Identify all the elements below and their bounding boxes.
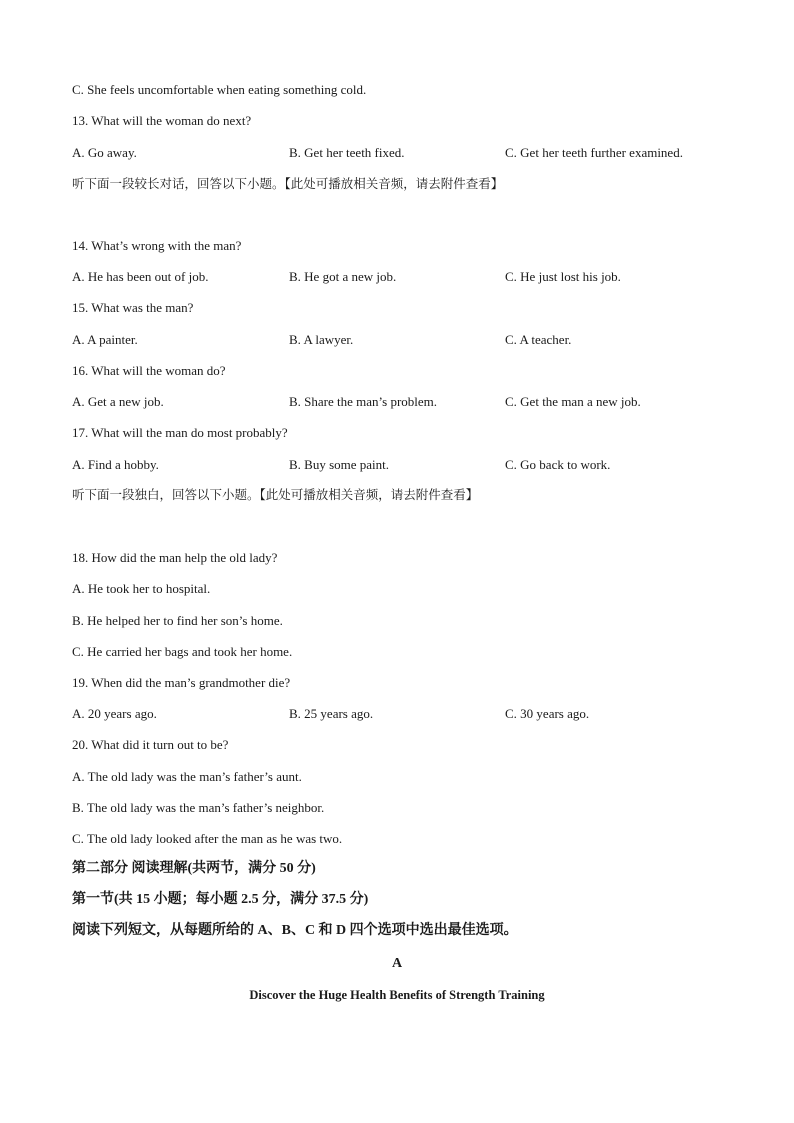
passage-title: Discover the Huge Health Benefits of Strength Training — [249, 988, 545, 1002]
q19-question: 19. When did the man’s grandmother die? — [72, 675, 291, 690]
reading-instruction: 阅读下列短文，从每题所给的 A、B、C 和 D 四个选项中选出最佳选项。 — [72, 923, 518, 938]
q16-option-a: A. Get a new job. — [72, 394, 164, 409]
q19-option-b: B. 25 years ago. — [289, 706, 374, 721]
q18-option-c: C. He carried her bags and took her home. — [72, 644, 293, 659]
q13-option-c: C. Get her teeth further examined. — [505, 145, 683, 160]
q20-question: 20. What did it turn out to be? — [72, 737, 229, 752]
q20-option-c: C. The old lady looked after the man as he was two. — [72, 831, 343, 846]
q19-option-c: C. 30 years ago. — [505, 706, 590, 721]
q16-option-c: C. Get the man a new job. — [505, 394, 641, 409]
q15-question: 15. What was the man? — [72, 300, 194, 315]
q15-option-c: C. A teacher. — [505, 332, 572, 347]
q17-option-b: B. Buy some paint. — [289, 457, 390, 472]
q20-option-a: A. The old lady was the man’s father’s aunt. — [72, 769, 302, 784]
q15-option-b: B. A lawyer. — [289, 332, 354, 347]
q17-option-a: A. Find a hobby. — [72, 457, 159, 472]
q16-option-b: B. Share the man’s problem. — [289, 394, 438, 409]
q17-question: 17. What will the man do most probably? — [72, 425, 288, 440]
listening-instruction-monologue: 听下面一段独白，回答以下小题。【此处可播放相关音频，请去附件查看】 — [72, 487, 479, 502]
q13-option-b: B. Get her teeth fixed. — [289, 145, 405, 160]
q20-option-b: B. The old lady was the man’s father’s neighbor. — [72, 800, 325, 815]
q12-option-c: C. She feels uncomfortable when eating something cold. — [72, 82, 367, 97]
listening-instruction-dialogue: 听下面一段较长对话，回答以下小题。【此处可播放相关音频，请去附件查看】 — [72, 176, 504, 191]
part-two-heading: 第二部分 阅读理解(共两节，满分 50 分) — [72, 861, 316, 876]
q13-option-a: A. Go away. — [72, 145, 137, 160]
passage-letter: A — [391, 956, 403, 971]
q14-option-b: B. He got a new job. — [289, 269, 397, 284]
q14-question: 14. What’s wrong with the man? — [72, 238, 242, 253]
q13-question: 13. What will the woman do next? — [72, 113, 252, 128]
q15-option-a: A. A painter. — [72, 332, 138, 347]
q19-option-a: A. 20 years ago. — [72, 706, 157, 721]
q18-question: 18. How did the man help the old lady? — [72, 550, 278, 565]
section-one-heading: 第一节(共 15 小题；每小题 2.5 分，满分 37.5 分) — [72, 892, 369, 907]
q18-option-b: B. He helped her to find her son’s home. — [72, 613, 283, 628]
q18-option-a: A. He took her to hospital. — [72, 581, 211, 596]
q14-option-c: C. He just lost his job. — [505, 269, 621, 284]
q16-question: 16. What will the woman do? — [72, 363, 226, 378]
q14-option-a: A. He has been out of job. — [72, 269, 209, 284]
q17-option-c: C. Go back to work. — [505, 457, 611, 472]
